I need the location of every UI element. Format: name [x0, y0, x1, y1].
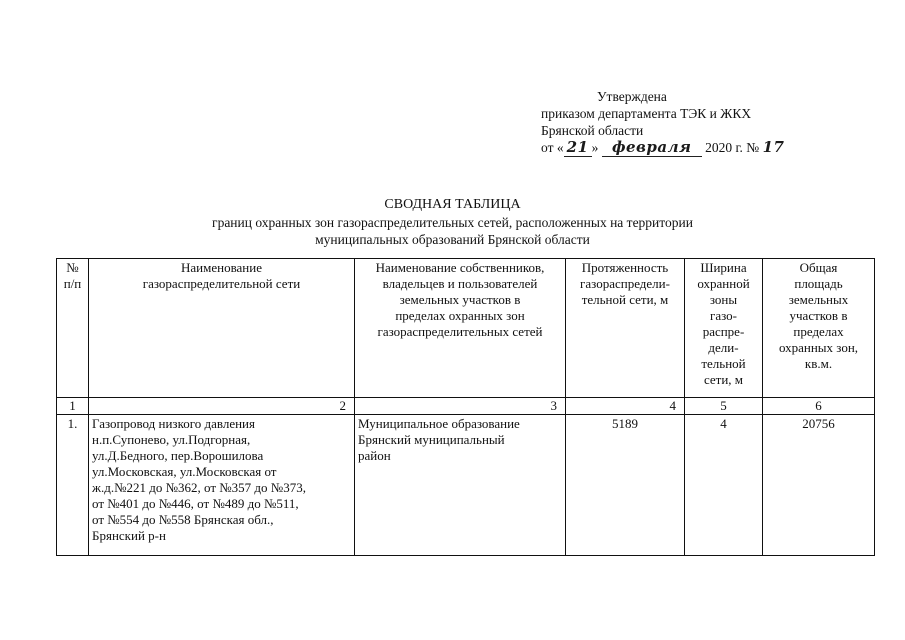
- header-network: Наименование газораспределительной сети: [89, 259, 355, 398]
- handwritten-month: февраля: [602, 139, 702, 157]
- column-number: 1: [57, 398, 89, 415]
- handwritten-day: 21: [564, 139, 592, 157]
- summary-table: [56, 258, 875, 556]
- row-area: 20756: [763, 415, 875, 556]
- row-network-name: Газопровод низкого давления н.п.Супонево, ул.Подгорная, ул.Д.Бедного, пер.Ворошилова ул.Московская, ул.Московская от ж.д.№221 до №362, от №357 до №373, от №401 до №446, от №489 до №511, от №554 до №558 Брянская обл., Брянский р-н: [89, 415, 355, 556]
- column-number: 2: [89, 398, 355, 415]
- header-length: Протяженность газораспредели- тельной сети, м: [566, 259, 685, 398]
- header-num: № п/п: [57, 259, 89, 398]
- column-number: 3: [355, 398, 566, 415]
- row-owner: Муниципальное образование Брянский муниципальный район: [355, 415, 566, 556]
- header-owners: Наименование собственников, владельцев и пользователей земельных участков в пределах охранных зон газораспределительных сетей: [355, 259, 566, 398]
- approval-order: приказом департамента ТЭК и ЖКХ: [541, 106, 752, 121]
- subtitle-line-2: муниципальных образований Брянской области: [315, 232, 590, 247]
- approval-title: Утверждена: [597, 89, 667, 104]
- date-quote-close: »: [591, 140, 599, 155]
- approval-block: [541, 88, 881, 157]
- document-subtitle: [0, 214, 905, 248]
- handwritten-order-number: 17: [762, 138, 785, 156]
- subtitle-line-1: границ охранных зон газораспределительных сетей, расположенных на территории: [212, 215, 693, 230]
- table-row: [57, 415, 875, 556]
- approval-region: Брянской области: [541, 123, 644, 138]
- column-number: 6: [763, 398, 875, 415]
- approval-date-line: [541, 139, 881, 157]
- row-num: 1.: [57, 415, 89, 556]
- column-number-row: [57, 398, 875, 415]
- column-number: 4: [566, 398, 685, 415]
- document-title: СВОДНАЯ ТАБЛИЦА: [384, 197, 521, 212]
- header-area: Общая площадь земельных участков в пределах охранных зон, кв.м.: [763, 259, 875, 398]
- column-number: 5: [685, 398, 763, 415]
- table-header-row: [57, 259, 875, 398]
- date-year-label: 2020 г. №: [705, 140, 760, 155]
- date-prefix: от «: [541, 140, 564, 155]
- header-width: Ширина охранной зоны газо- распре- дели- тельной сети, м: [685, 259, 763, 398]
- row-length: 5189: [566, 415, 685, 556]
- row-width: 4: [685, 415, 763, 556]
